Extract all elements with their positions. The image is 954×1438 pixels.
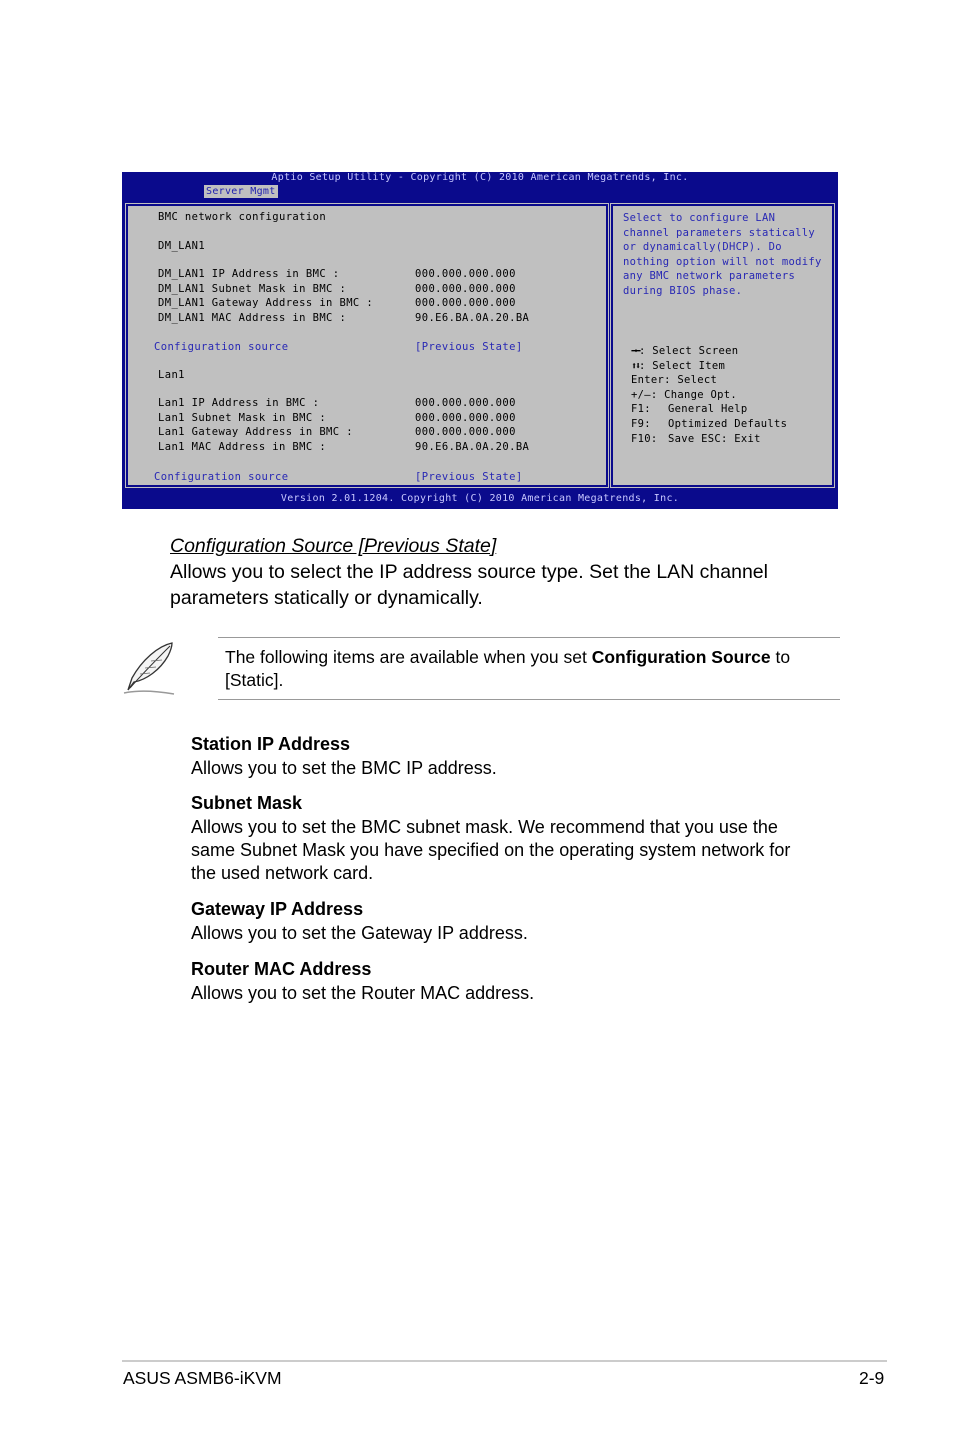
router-mac-body: Allows you to set the Router MAC address. [191,983,535,1003]
router-mac-title: Router MAC Address [191,959,372,979]
help-text: Select to configure LAN channel parameters statically or dynamically(DHCP). Do nothing option will not modify any BMC network parameters during BIOS phase. [623,212,822,297]
lan1-subnet-value: 000.000.000.000 [415,411,516,424]
config-source-1-label[interactable]: Configuration source [154,341,289,353]
heading-desc-line1: Allows you to select the IP address source type. Set the LAN channel [170,561,768,583]
lan1-mac-value: 90.E6.BA.0A.20.BA [415,440,530,453]
lan1-mac-label: Lan1 MAC Address in BMC : [158,440,327,453]
dm-lan1-gateway-label: DM_LAN1 Gateway Address in BMC : [158,297,374,309]
lan1-header: Lan1 [158,369,185,381]
footer-page-number: 2-9 [859,1368,885,1388]
footer-product-name: ASUS ASMB6-iKVM [123,1368,282,1388]
lan1-gateway-value: 000.000.000.000 [415,426,516,438]
dm-lan1-ip-label: DM_LAN1 IP Address in BMC : [158,268,340,280]
station-ip-body: Allows you to set the BMC IP address. [191,758,497,778]
lan1-gateway-label: Lan1 Gateway Address in BMC : [158,426,353,438]
note-top-rule [218,637,840,638]
subnet-mask-title: Subnet Mask [191,793,303,813]
lan1-ip-label: Lan1 IP Address in BMC : [158,397,320,409]
note-text: The following items are available when you set Configuration Source to [Static]. [225,647,791,690]
config-source-2-label[interactable]: Configuration source [154,471,289,483]
key-f1: F1: General Help [631,403,748,416]
lan1-ip-value: 000.000.000.000 [415,397,516,409]
feather-note-icon [120,640,180,696]
key-select-item: ⬆⬇: Select Item [631,359,787,374]
dm-lan1-gateway-value: 000.000.000.000 [415,297,516,309]
key-f10: F10: Save ESC: Exit [631,432,761,445]
dm-lan1-mac-value: 90.E6.BA.0A.20.BA [415,311,530,324]
bios-main-panel [126,204,608,487]
left-right-arrows-icon: ➡⬅ [631,346,640,357]
dm-lan1-header: DM_LAN1 [158,240,206,252]
key-legend [631,344,787,446]
station-ip-title: Station IP Address [191,734,351,754]
bios-footer: Version 2.01.1204. Copyright (C) 2010 American Megatrends, Inc. [280,493,680,504]
dm-lan1-subnet-label: DM_LAN1 Subnet Mask in BMC : [158,282,347,295]
gateway-ip-title: Gateway IP Address [191,899,364,919]
dm-lan1-subnet-value: 000.000.000.000 [415,282,516,295]
bios-screenshot [122,172,838,509]
config-source-2-value[interactable]: [Previous State] [415,471,523,483]
lan1-subnet-label: Lan1 Subnet Mask in BMC : [158,411,327,424]
bios-help-panel [611,204,834,487]
dm-lan1-mac-label: DM_LAN1 MAC Address in BMC : [158,311,347,324]
key-select-screen: ➡⬅: Select Screen [631,344,787,359]
section-title: BMC network configuration [158,211,327,223]
section-heading: Configuration Source [Previous State] [170,535,497,557]
key-enter: Enter: Select [631,374,718,387]
subnet-mask-body: Allows you to set the BMC subnet mask. We recommend that you use the same Subnet Mask you have specified on the operating system network for the used network card. [191,817,791,883]
dm-lan1-ip-value: 000.000.000.000 [415,268,516,280]
up-down-arrows-icon: ⬆⬇ [631,360,640,372]
note-bottom-rule [218,699,840,700]
tab-server-mgmt[interactable]: Server Mgmt [206,186,276,197]
gateway-ip-body: Allows you to set the Gateway IP address. [191,923,528,943]
key-f9: F9: Optimized Defaults [631,417,788,430]
footer-rule [122,1360,887,1362]
bios-title: Aptio Setup Utility - Copyright (C) 2010 American Megatrends, Inc. [271,172,689,183]
heading-desc-line2: parameters statically or dynamically. [170,587,483,609]
key-change: +/—: Change Opt. [631,388,737,401]
config-source-1-value[interactable]: [Previous State] [415,341,523,353]
